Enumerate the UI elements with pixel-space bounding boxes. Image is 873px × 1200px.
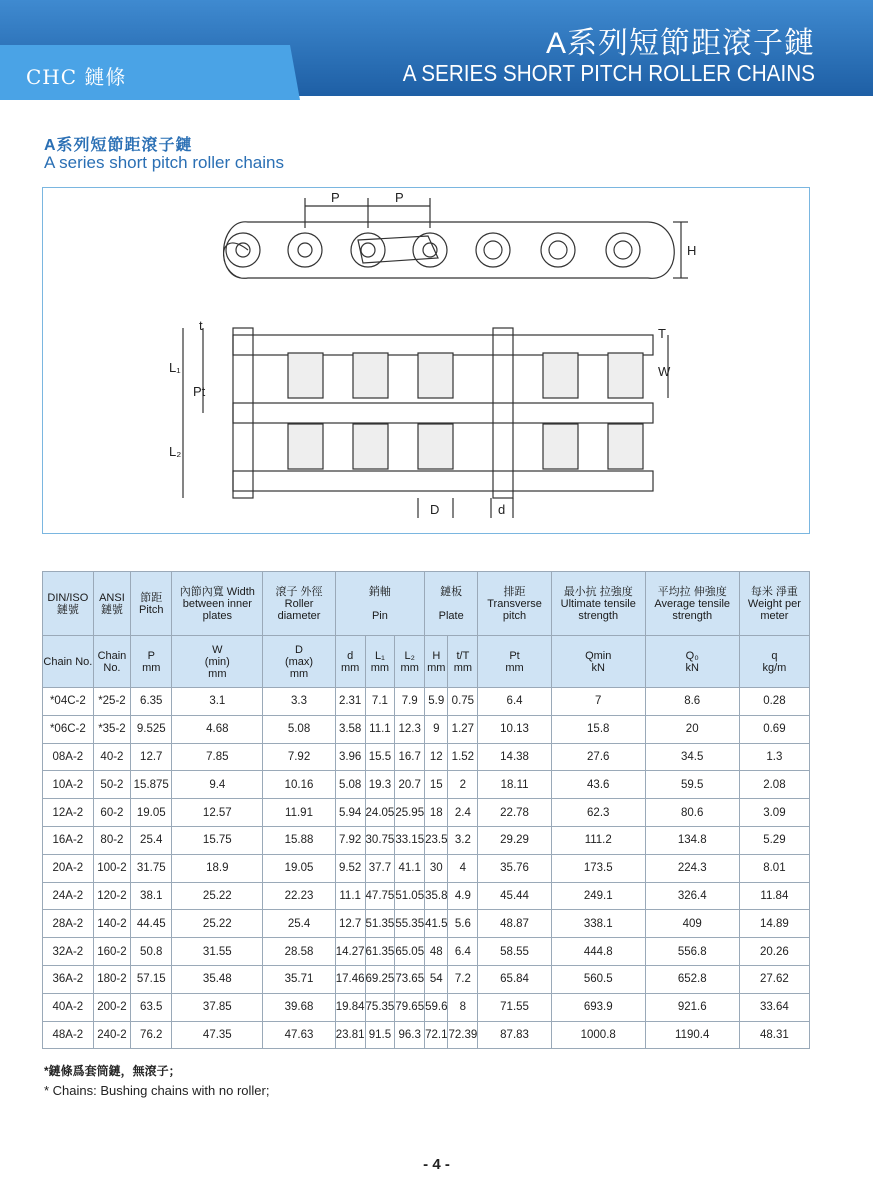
table-cell: 140-2 bbox=[93, 910, 130, 938]
table-cell: 921.6 bbox=[645, 993, 739, 1021]
table-row bbox=[43, 965, 810, 993]
col-plate bbox=[425, 572, 478, 636]
table-cell: 7.92 bbox=[335, 826, 365, 854]
table-cell: 556.8 bbox=[645, 938, 739, 966]
table-cell: 37.7 bbox=[365, 854, 395, 882]
table-cell: 120-2 bbox=[93, 882, 130, 910]
table-cell: 33.15 bbox=[395, 826, 425, 854]
dim-h: H bbox=[687, 243, 697, 258]
dim-d-small: d bbox=[498, 502, 506, 517]
table-cell: 34.5 bbox=[645, 743, 739, 771]
table-cell: 12.7 bbox=[131, 743, 172, 771]
table-cell: 25.4 bbox=[263, 910, 335, 938]
col-average: 平均拉 伸強度 Average tensile strength bbox=[645, 572, 739, 636]
table-cell: 14.27 bbox=[335, 938, 365, 966]
unit-h: H bbox=[432, 649, 441, 662]
unit-pt bbox=[478, 636, 552, 688]
table-cell: 3.3 bbox=[263, 688, 335, 716]
table-cell: 12.3 bbox=[395, 715, 425, 743]
unit-h bbox=[425, 636, 448, 688]
table-cell: 0.28 bbox=[739, 688, 809, 716]
table-row bbox=[43, 688, 810, 716]
table-row bbox=[43, 715, 810, 743]
table-cell: 1000.8 bbox=[551, 1021, 645, 1049]
unit-mm: mm bbox=[505, 661, 524, 674]
table-cell: 43.6 bbox=[551, 771, 645, 799]
footnote-en: * Chains: Bushing chains with no roller; bbox=[44, 1083, 270, 1098]
table-cell: 1.52 bbox=[448, 743, 478, 771]
unit-q: q bbox=[771, 649, 778, 662]
table-cell: 44.45 bbox=[131, 910, 172, 938]
table-cell: 19.05 bbox=[131, 799, 172, 827]
table-cell: 173.5 bbox=[551, 854, 645, 882]
table-cell: 39.68 bbox=[263, 993, 335, 1021]
table-cell: 22.23 bbox=[263, 882, 335, 910]
table-cell: 19.84 bbox=[335, 993, 365, 1021]
col-weight: 每米 淨重 Weight per meter bbox=[739, 572, 809, 636]
chain-drawing bbox=[43, 188, 809, 533]
pin-en: Pin bbox=[371, 609, 388, 622]
table-cell: 3.1 bbox=[172, 688, 263, 716]
table-cell: 160-2 bbox=[93, 938, 130, 966]
dim-d-big: D bbox=[430, 502, 440, 517]
table-cell: 652.8 bbox=[645, 965, 739, 993]
table-cell: 48.87 bbox=[478, 910, 552, 938]
page-header bbox=[0, 0, 873, 100]
table-cell: 3.2 bbox=[448, 826, 478, 854]
table-cell: 61.35 bbox=[365, 938, 395, 966]
table-cell: 1.27 bbox=[448, 715, 478, 743]
table-cell: 25.95 bbox=[395, 799, 425, 827]
table-cell: 9.52 bbox=[335, 854, 365, 882]
unit-l2: L₂ bbox=[404, 649, 415, 662]
table-cell: 25.4 bbox=[131, 826, 172, 854]
table-cell: *06C-2 bbox=[43, 715, 94, 743]
table-cell: 54 bbox=[425, 965, 448, 993]
table-cell: 35.71 bbox=[263, 965, 335, 993]
table-cell: 7.92 bbox=[263, 743, 335, 771]
table-cell: 7.2 bbox=[448, 965, 478, 993]
table-cell: 30.75 bbox=[365, 826, 395, 854]
unit-min: (min) bbox=[204, 655, 230, 668]
unit-roller bbox=[263, 636, 335, 688]
table-cell: 11.84 bbox=[739, 882, 809, 910]
table-cell: 16A-2 bbox=[43, 826, 94, 854]
unit-mm: mm bbox=[453, 661, 473, 674]
section-title-en: A series short pitch roller chains bbox=[44, 153, 284, 172]
unit-pt: Pt bbox=[509, 649, 520, 662]
table-cell: 111.2 bbox=[551, 826, 645, 854]
table-cell: 2.4 bbox=[448, 799, 478, 827]
unit-kgm: kg/m bbox=[762, 661, 787, 674]
table-cell: 50.8 bbox=[131, 938, 172, 966]
roller bbox=[288, 353, 323, 398]
table-cell: 240-2 bbox=[93, 1021, 130, 1049]
table-cell: 79.65 bbox=[395, 993, 425, 1021]
table-cell: 2 bbox=[448, 771, 478, 799]
unit-chain-no: Chain No. bbox=[43, 636, 94, 688]
unit-pitch bbox=[131, 636, 172, 688]
plate-row bbox=[233, 471, 653, 491]
dim-p1: P bbox=[331, 190, 340, 205]
table-cell: 338.1 bbox=[551, 910, 645, 938]
table-cell: 23.81 bbox=[335, 1021, 365, 1049]
table-row bbox=[43, 993, 810, 1021]
dim-p2: P bbox=[395, 190, 404, 205]
unit-l2 bbox=[395, 636, 425, 688]
plate-row bbox=[233, 335, 653, 355]
table-cell: 22.78 bbox=[478, 799, 552, 827]
table-cell: 47.63 bbox=[263, 1021, 335, 1049]
table-cell: 17.46 bbox=[335, 965, 365, 993]
table-cell: 8 bbox=[448, 993, 478, 1021]
table-cell: 693.9 bbox=[551, 993, 645, 1021]
table-cell: 25.22 bbox=[172, 910, 263, 938]
table-cell: 8.01 bbox=[739, 854, 809, 882]
table-cell: 15.875 bbox=[131, 771, 172, 799]
link-circle bbox=[606, 233, 640, 267]
table-cell: 5.08 bbox=[263, 715, 335, 743]
table-cell: 249.1 bbox=[551, 882, 645, 910]
page-number: - 4 - bbox=[423, 1156, 450, 1173]
table-cell: 47.35 bbox=[172, 1021, 263, 1049]
table-cell: 444.8 bbox=[551, 938, 645, 966]
table-cell: 15.75 bbox=[172, 826, 263, 854]
table-cell: 72.39 bbox=[448, 1021, 478, 1049]
table-cell: 19.05 bbox=[263, 854, 335, 882]
table-cell: 65.05 bbox=[395, 938, 425, 966]
table-cell: 3.09 bbox=[739, 799, 809, 827]
link-circle bbox=[476, 233, 510, 267]
table-cell: 59.5 bbox=[645, 771, 739, 799]
table-cell: 134.8 bbox=[645, 826, 739, 854]
table-cell: 75.35 bbox=[365, 993, 395, 1021]
table-cell: 11.91 bbox=[263, 799, 335, 827]
table-cell: 4.68 bbox=[172, 715, 263, 743]
col-ansi: ANSI 鏈號 bbox=[93, 572, 130, 636]
section-title-cn: A系列短節距滾子鏈 bbox=[44, 137, 193, 154]
table-cell: 28A-2 bbox=[43, 910, 94, 938]
table-cell: 24.05 bbox=[365, 799, 395, 827]
unit-qmin: Qmin bbox=[585, 649, 612, 662]
table-row bbox=[43, 799, 810, 827]
dim-pt: Pt bbox=[193, 384, 206, 399]
table-cell: 1190.4 bbox=[645, 1021, 739, 1049]
col-pitch: 節距 Pitch bbox=[131, 572, 172, 636]
table-cell: 9.4 bbox=[172, 771, 263, 799]
table-cell: 25.22 bbox=[172, 882, 263, 910]
table-cell: 11.1 bbox=[365, 715, 395, 743]
table-cell: 409 bbox=[645, 910, 739, 938]
table-cell: 2.31 bbox=[335, 688, 365, 716]
table-header-row-1 bbox=[43, 572, 810, 636]
table-cell: 60-2 bbox=[93, 799, 130, 827]
table-cell: 18.9 bbox=[172, 854, 263, 882]
table-cell: 31.55 bbox=[172, 938, 263, 966]
table-cell: 4 bbox=[448, 854, 478, 882]
unit-width bbox=[172, 636, 263, 688]
table-cell: 59.6 bbox=[425, 993, 448, 1021]
unit-kn: kN bbox=[685, 661, 699, 674]
table-cell: 9 bbox=[425, 715, 448, 743]
table-cell: 8.6 bbox=[645, 688, 739, 716]
table-cell: 0.69 bbox=[739, 715, 809, 743]
header-title-cn: A系列短節距滾子鏈 bbox=[545, 27, 815, 60]
table-cell: 7.9 bbox=[395, 688, 425, 716]
table-cell: 5.29 bbox=[739, 826, 809, 854]
table-cell: 29.29 bbox=[478, 826, 552, 854]
table-cell: 48 bbox=[425, 938, 448, 966]
table-cell: 3.96 bbox=[335, 743, 365, 771]
dim-w: W bbox=[658, 364, 671, 379]
col-transverse: 排距 Transverse pitch bbox=[478, 572, 552, 636]
table-cell: 3.58 bbox=[335, 715, 365, 743]
table-cell: 72.1 bbox=[425, 1021, 448, 1049]
table-cell: 6.4 bbox=[448, 938, 478, 966]
table-row bbox=[43, 910, 810, 938]
table-cell: 20A-2 bbox=[43, 854, 94, 882]
table-cell: 48.31 bbox=[739, 1021, 809, 1049]
link-circle bbox=[413, 233, 447, 267]
table-cell: 200-2 bbox=[93, 993, 130, 1021]
table-cell: 55.35 bbox=[395, 910, 425, 938]
col-ultimate: 最小抗 拉強度 Ultimate tensile strength bbox=[551, 572, 645, 636]
table-cell: 27.6 bbox=[551, 743, 645, 771]
table-cell: 91.5 bbox=[365, 1021, 395, 1049]
unit-max: (max) bbox=[284, 655, 314, 668]
table-cell: 14.89 bbox=[739, 910, 809, 938]
table-cell: 180-2 bbox=[93, 965, 130, 993]
table-row bbox=[43, 771, 810, 799]
unit-mm: mm bbox=[208, 667, 227, 680]
table-row bbox=[43, 854, 810, 882]
col-din: DIN/ISO 鏈號 bbox=[43, 572, 94, 636]
table-row bbox=[43, 882, 810, 910]
table-cell: 96.3 bbox=[395, 1021, 425, 1049]
table-cell: 45.44 bbox=[478, 882, 552, 910]
plate-cn: 鏈板 bbox=[440, 585, 463, 598]
unit-t bbox=[448, 636, 478, 688]
unit-t: t/T bbox=[456, 649, 470, 662]
unit-d: d bbox=[347, 649, 354, 662]
chain-diagram bbox=[42, 187, 810, 534]
table-cell: 15.88 bbox=[263, 826, 335, 854]
table-cell: 9.525 bbox=[131, 715, 172, 743]
table-cell: 326.4 bbox=[645, 882, 739, 910]
table-cell: 28.58 bbox=[263, 938, 335, 966]
table-cell: 57.15 bbox=[131, 965, 172, 993]
dim-t-top: t bbox=[199, 318, 203, 333]
table-cell: 6.35 bbox=[131, 688, 172, 716]
table-cell: 80.6 bbox=[645, 799, 739, 827]
table-cell: 41.5 bbox=[425, 910, 448, 938]
table-cell: 2.08 bbox=[739, 771, 809, 799]
table-header-row-2 bbox=[43, 636, 810, 688]
footnote-cn: *鏈條爲套筒鏈，無滾子； bbox=[44, 1064, 181, 1078]
table-cell: 20.7 bbox=[395, 771, 425, 799]
table-cell: 47.75 bbox=[365, 882, 395, 910]
table-cell: 15 bbox=[425, 771, 448, 799]
table-cell: 560.5 bbox=[551, 965, 645, 993]
link-circle bbox=[226, 233, 260, 267]
chain-side-outline bbox=[224, 222, 675, 278]
table-cell: 32A-2 bbox=[43, 938, 94, 966]
table-cell: 58.55 bbox=[478, 938, 552, 966]
table-cell: 51.05 bbox=[395, 882, 425, 910]
unit-mm: mm bbox=[142, 661, 161, 674]
table-cell: 11.1 bbox=[335, 882, 365, 910]
table-cell: 20 bbox=[645, 715, 739, 743]
table-cell: 40A-2 bbox=[43, 993, 94, 1021]
table-cell: 63.5 bbox=[131, 993, 172, 1021]
table-cell: 1.3 bbox=[739, 743, 809, 771]
unit-qmin bbox=[551, 636, 645, 688]
table-cell: 12.7 bbox=[335, 910, 365, 938]
unit-w: W bbox=[212, 643, 223, 656]
pin-cn: 銷軸 bbox=[368, 585, 391, 598]
unit-kn: kN bbox=[591, 661, 605, 674]
table-cell: 18 bbox=[425, 799, 448, 827]
table-body bbox=[43, 688, 810, 1049]
table-cell: 20.26 bbox=[739, 938, 809, 966]
unit-l1: L₁ bbox=[375, 649, 385, 662]
table-cell: 224.3 bbox=[645, 854, 739, 882]
table-cell: 15.5 bbox=[365, 743, 395, 771]
table-cell: *35-2 bbox=[93, 715, 130, 743]
plate-en: Plate bbox=[438, 609, 464, 622]
header-title-en: A SERIES SHORT PITCH ROLLER CHAINS bbox=[402, 60, 815, 86]
table-cell: 48A-2 bbox=[43, 1021, 94, 1049]
dim-l1: L₁ bbox=[169, 360, 181, 375]
unit-q bbox=[739, 636, 809, 688]
table-cell: 5.9 bbox=[425, 688, 448, 716]
table-cell: 18.11 bbox=[478, 771, 552, 799]
table-cell: 6.4 bbox=[478, 688, 552, 716]
unit-mm: mm bbox=[427, 661, 446, 674]
table-cell: 50-2 bbox=[93, 771, 130, 799]
table-cell: 12A-2 bbox=[43, 799, 94, 827]
table-cell: 80-2 bbox=[93, 826, 130, 854]
table-cell: 73.65 bbox=[395, 965, 425, 993]
unit-mm: mm bbox=[370, 661, 390, 674]
col-pin bbox=[335, 572, 424, 636]
table-cell: 41.1 bbox=[395, 854, 425, 882]
table-cell: 12 bbox=[425, 743, 448, 771]
col-width: 內節內寬 Width between inner plates bbox=[172, 572, 263, 636]
table-cell: 19.3 bbox=[365, 771, 395, 799]
table-cell: 08A-2 bbox=[43, 743, 94, 771]
table-cell: 35.8 bbox=[425, 882, 448, 910]
table-row bbox=[43, 1021, 810, 1049]
table-cell: 7.1 bbox=[365, 688, 395, 716]
table-cell: 10.13 bbox=[478, 715, 552, 743]
table-cell: 23.5 bbox=[425, 826, 448, 854]
dim-t-right: T bbox=[658, 326, 666, 341]
table-cell: 40-2 bbox=[93, 743, 130, 771]
table-row bbox=[43, 826, 810, 854]
table-cell: 7 bbox=[551, 688, 645, 716]
dim-l2: L₂ bbox=[169, 444, 182, 459]
roller bbox=[288, 424, 323, 469]
link-circle bbox=[541, 233, 575, 267]
table-cell: 33.64 bbox=[739, 993, 809, 1021]
unit-l1 bbox=[365, 636, 395, 688]
table-cell: 14.38 bbox=[478, 743, 552, 771]
unit-p: P bbox=[147, 649, 155, 662]
table-cell: 35.48 bbox=[172, 965, 263, 993]
table-cell: 38.1 bbox=[131, 882, 172, 910]
table-cell: 7.85 bbox=[172, 743, 263, 771]
table-cell: 35.76 bbox=[478, 854, 552, 882]
plate-row bbox=[233, 403, 653, 423]
unit-chain-no-ansi: Chain No. bbox=[93, 636, 130, 688]
table-cell: 16.7 bbox=[395, 743, 425, 771]
table-cell: 5.08 bbox=[335, 771, 365, 799]
unit-d-big: D bbox=[295, 643, 303, 656]
table-cell: 87.83 bbox=[478, 1021, 552, 1049]
table-cell: 62.3 bbox=[551, 799, 645, 827]
unit-q0 bbox=[645, 636, 739, 688]
table-cell: 37.85 bbox=[172, 993, 263, 1021]
link-circle bbox=[288, 233, 322, 267]
table-cell: 4.9 bbox=[448, 882, 478, 910]
brand-logo: CHC 鏈條 bbox=[26, 65, 127, 89]
table-cell: 76.2 bbox=[131, 1021, 172, 1049]
table-cell: 27.62 bbox=[739, 965, 809, 993]
table-row bbox=[43, 938, 810, 966]
table-cell: 12.57 bbox=[172, 799, 263, 827]
table-cell: 51.35 bbox=[365, 910, 395, 938]
table-cell: 10A-2 bbox=[43, 771, 94, 799]
table-row bbox=[43, 743, 810, 771]
table-cell: 31.75 bbox=[131, 854, 172, 882]
table-cell: 24A-2 bbox=[43, 882, 94, 910]
table-cell: 69.25 bbox=[365, 965, 395, 993]
table-cell: 30 bbox=[425, 854, 448, 882]
table-cell: 5.94 bbox=[335, 799, 365, 827]
table-cell: 71.55 bbox=[478, 993, 552, 1021]
col-roller: 滾子 外徑 Roller diameter bbox=[263, 572, 335, 636]
unit-mm: mm bbox=[400, 661, 419, 674]
table-cell: 10.16 bbox=[263, 771, 335, 799]
table-cell: 0.75 bbox=[448, 688, 478, 716]
table-cell: 15.8 bbox=[551, 715, 645, 743]
table-cell: 36A-2 bbox=[43, 965, 94, 993]
table-cell: *04C-2 bbox=[43, 688, 94, 716]
unit-mm: mm bbox=[289, 667, 309, 680]
spec-table bbox=[42, 571, 810, 1049]
table-cell: 65.84 bbox=[478, 965, 552, 993]
table-cell: 5.6 bbox=[448, 910, 478, 938]
table-cell: 100-2 bbox=[93, 854, 130, 882]
unit-d bbox=[335, 636, 365, 688]
unit-q0: Q₀ bbox=[685, 649, 699, 662]
table-cell: *25-2 bbox=[93, 688, 130, 716]
unit-mm: mm bbox=[340, 661, 360, 674]
